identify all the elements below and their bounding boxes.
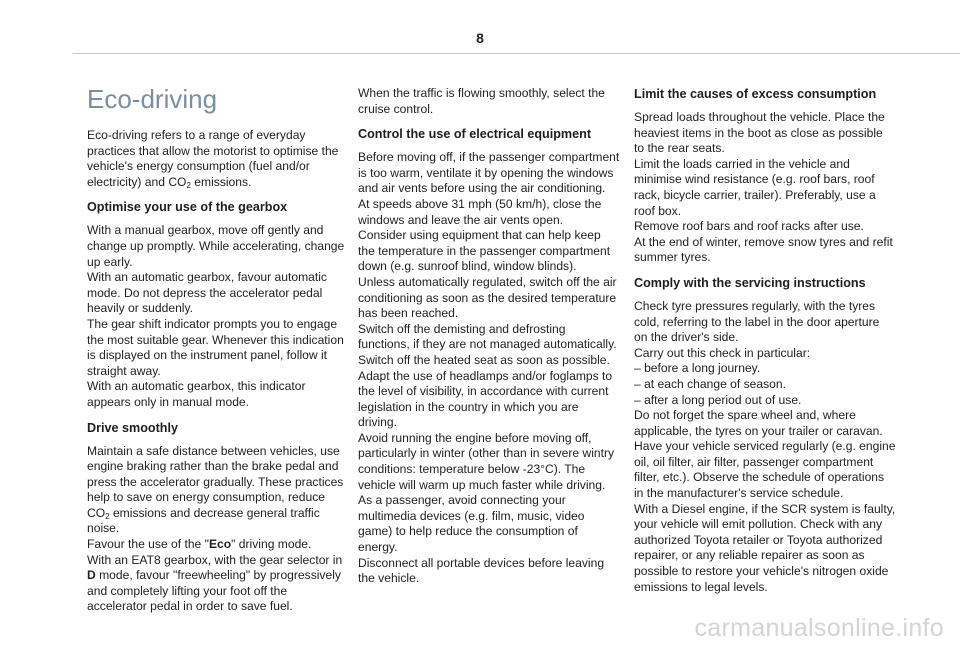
limit-paragraph-2: Limit the loads carried in the vehicle and minimise wind resistance (e.g. roof bars, roof rack, bicycle carrier, trailer). Preferably, use a roof box. [634,156,876,218]
electrical-paragraph-5: Switch off the demisting and defrosting functions, if they are not managed automatically. [358,321,617,352]
electrical-paragraph-4: Unless automatically regulated, switch off the air conditioning as soon as the desired temperature has been reached. [358,274,617,321]
watermark[interactable]: carmanualsonline.info [694,614,944,642]
co2-subscript: 2 [186,180,191,190]
electrical-paragraph-3: Consider using equipment that can help keep the temperature in the passenger compartment down (e.g. sunroof blind, window blinds). [358,228,611,274]
drive-paragraph: Maintain a safe distance between vehicles, use engine braking rather than the brake pedal and press the accelerator gradually. These practices help to save on energy consumption, reduce $CO_2$ emissions and decrease general traffic noise. [87,443,344,536]
section-title: Eco-driving [87,84,218,114]
service-list-item: – at each change of season. [634,376,786,391]
limit-paragraph-1: Spread loads throughout the vehicle. Place the heaviest items in the boot as close as possible to the rear seats. [634,110,885,156]
service-paragraph-5: With a Diesel engine, if the SCR system is faulty, your vehicle will emit pollution. Check with any authorized Toyota retailer or Toyota authorized repairer, or any reliable repairer as soon as possible to restore your vehicle's nitrogen oxide emissions to legal levels. [634,501,896,594]
limit-paragraph-4: At the end of winter, remove snow tyres and refit summer tyres. [634,234,893,265]
gearbox-paragraph-4: With an automatic gearbox, this indicator appears only in manual mode. [87,379,306,409]
electrical-paragraph-8: Avoid running the engine before moving off, particularly in winter (other than in severe wintry conditions: temperature below -23°C). The vehicle will warm up much faster while driving. [358,430,615,492]
heading-limit-consumption: Limit the causes of excess consumption [634,87,877,101]
gearbox-paragraph-2: With an automatic gearbox, favour automatic mode. Do not depress the accelerator pedal heavily or suddenly. [87,270,327,316]
electrical-paragraph-2: At speeds above 31 mph (50 km/h), close the windows and leave the air vents open. [358,196,602,227]
column-right [634,86,896,595]
electrical-paragraph-1: Before moving off, if the passenger compartment is too warm, ventilate it by opening the windows and air vents before using the air conditioning. [358,150,620,196]
column-left [87,80,349,615]
electrical-paragraph-6: Switch off the heated seat as soon as possible. [358,352,610,367]
eat8-paragraph: With an EAT8 gearbox, with the gear selector in D mode, favour "freewheeling" by progressively and completely lifting your foot off the accelerator pedal in order to save fuel. [87,552,343,614]
heading-electrical: Control the use of electrical equipment [358,127,592,142]
page-number: 8 [476,30,484,46]
column-middle [358,86,620,587]
electrical-paragraph-9: As a passenger, avoid connecting your multimedia devices (e.g. film, music, video game) to help reduce the consumption of energy. [358,493,585,555]
service-paragraph-4: Have your vehicle serviced regularly (e.g. engine oil, oil filter, air filter, passenger compartment filter, etc.). Observe the schedule of operations in the manufacturer's service schedule. [634,439,896,501]
header-divider [73,53,960,54]
heading-drive-smoothly: Drive smoothly [87,420,178,435]
cruise-paragraph: When the traffic is flowing smoothly, select the cruise control. [358,86,605,116]
electrical-paragraph-7: Adapt the use of headlamps and/or foglamps to the level of visibility, in accordance with current legislation in the country in which you are driving. [358,368,613,430]
gearbox-paragraph-3: The gear shift indicator prompts you to engage the most suitable gear. Whenever this indication is displayed on the instrument panel, follow it straight away. [87,316,344,378]
co2-subscript: 2 [105,511,110,521]
heading-servicing: Comply with the servicing instructions [634,275,866,290]
service-paragraph-2: Carry out this check in particular: [634,345,811,360]
eco-mode-paragraph: Favour the use of the "Eco" driving mode. [87,537,312,552]
electrical-paragraph-10: Disconnect all portable devices before leaving the vehicle. [358,555,605,586]
service-paragraph-3: Do not forget the spare wheel and, where applicable, the tyres on your trailer or caravan. [634,408,883,438]
service-paragraph-1: Check tyre pressures regularly, with the tyres cold, referring to the label in the door aperture on the driver's side. [634,298,880,345]
service-list-item: – before a long journey. [634,361,761,376]
intro-paragraph: Eco-driving refers to a range of everyday practices that allow the motorist to optimise the vehicle's energy consumption (fuel and/or electricity) and $CO_2$ emissions. [87,128,339,190]
gearbox-paragraph-1: With a manual gearbox, move off gently and change up promptly. While accelerating, change up early. [87,223,345,269]
limit-paragraph-3: Remove roof bars and roof racks after use. [634,219,864,234]
heading-gearbox: Optimise your use of the gearbox [87,200,288,215]
service-list-item: – after a long period out of use. [634,392,802,407]
